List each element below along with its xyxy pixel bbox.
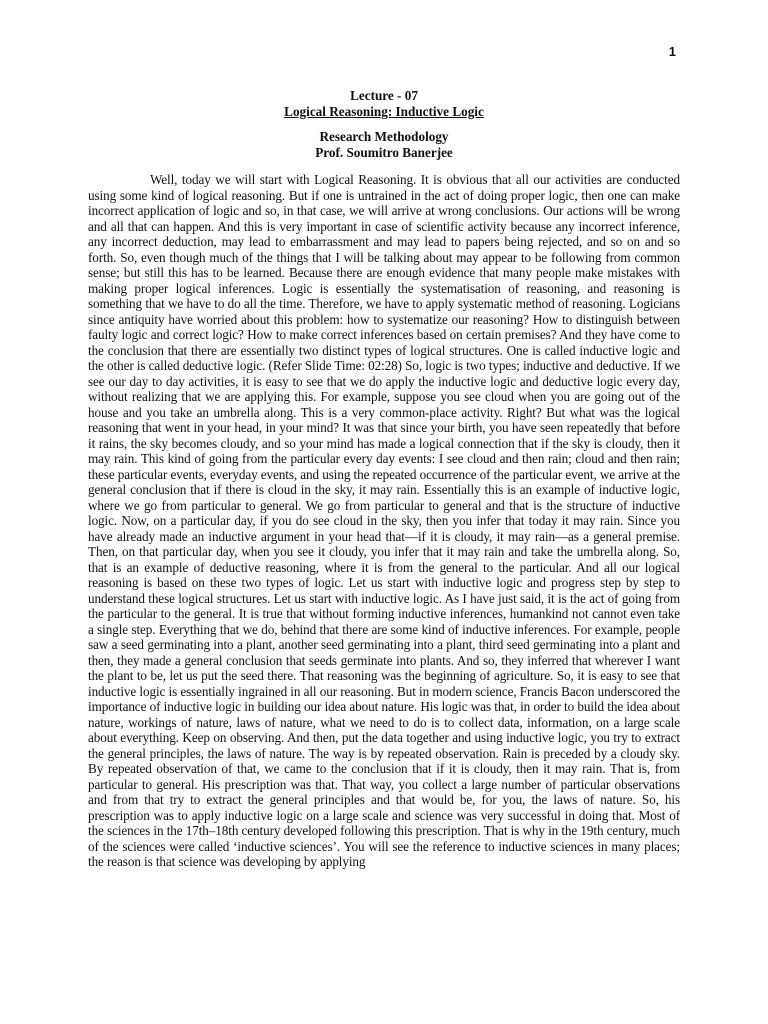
lecture-body-paragraph: Well, today we will start with Logical Reasoning. It is obvious that all our activities are conducted using some kind of logical reasoning. But if one is untrained in the act of doing proper logic, then one can make incorrect application of logic and so, in that case, we will arrive at wrong conclusions. Our actions will be wrong and all that can happen. And this is very important in case of scientific activity because any incorrect inference, any incorrect deduction, may lead to embarrassment and may lead to papers being rejected, and so on and so forth. So, even though much of the things that I will be talking about may appear to be following from common sense; but still this has to be learned. Because there are enough evidence that many people make mistakes with making proper logical inferences. Logic is essentially the systematisation of reasoning, and reasoning is something that we have to do all the time. Therefore, we have to apply systematic method of reasoning. Logicians since antiquity have worried about this problem: how to systematize our reasoning? How to distinguish between faulty logic and correct logic? How to make correct inferences based on certain premises? And they have come to the conclusion that there are essentially two distinct types of logical structures. One is called inductive logic and the other is called deductive logic. (Refer Slide Time: 02:28) So, logic is two types; inductive and deductive. If we see our day to day activities, it is easy to see that we do apply the inductive logic and deductive logic every day, without realizing that we are applying this. For example, suppose you see cloud when you are going out of the house and you take an umbrella along. This is a very common-place activity. Right? But what was the logical reasoning that went in your head, in your mind? It was that since your birth, you have seen repeatedly that before it rains, the sky becomes cloudy, and so your mind has made a logical connection that if the sky is cloudy, then it may rain. This kind of going from the particular every day events: I see cloud and then rain; cloud and then rain; these particular events, everyday events, and using the repeated occurrence of the particular event, we arrive at the general conclusion that if there is cloud in the sky, it may rain. Essentially this is an example of inductive logic, where we go from particular to general. We go from particular to general and that is the structure of inductive logic. Now, on a particular day, if you do see cloud in the sky, then you infer that today it may rain. Since you have already made an inductive argument in your head that—if it is cloudy, it may rain—as a general premise. Then, on that particular day, when you see it cloudy, you infer that it may rain and take the umbrella along. So, that is an example of deductive reasoning, where it is from the general to the particular. And all our logical reasoning is based on these two types of logic. Let us start with inductive logic and progress step by step to understand these logical structures. Let us start with inductive logic. As I have just said, it is the act of going from the particular to the general. It is true that without forming inductive inferences, humankind not cannot even take a single step. Everything that we do, behind that there are some kind of inductive inferences. For example, people saw a seed germinating into a plant, another seed germinating into a plant, third seed germinating into a plant and then, they made a general conclusion that seeds germinate into plants. And so, they inferred that wherever I want the plant to be, let us put the seed there. That reasoning was the beginning of agriculture. So, it is easy to see that inductive logic is essentially ingrained in all our reasoning. But in modern science, Francis Bacon underscored the importance of inductive logic in building our idea about nature. His logic was that, in order to build the idea about nature, workings of nature, laws of nature, what we need to do is to collect data, information, on a large scale about everything. Keep on observing. And then, put the data together and using inductive logic, you try to extract the general principles, the laws of nature. The way is by repeated observation. Rain is preceded by a cloudy sky. By repeated observation of that, we came to the conclusion that if it is cloudy, then it may rain. That is, from particular to general. His prescription was that. That way, you collect a large number of particular observations and from that try to extract the general principles and that would be, for you, the laws of nature. So, his prescription was to apply inductive logic on a large scale and science was very successful in doing that. Most of the sciences in the 17th–18th century developed following this prescription. That is why in the 19th century, much of the sciences were called ‘inductive sciences’. You will see the reference to inductive sciences in many places; the reason is that science was developing by applying [88, 172, 680, 869]
header-spacer [88, 119, 680, 129]
lecture-title: Logical Reasoning: Inductive Logic [284, 103, 484, 119]
lecture-number: Lecture - 07 [350, 88, 418, 103]
course-name: Research Methodology [319, 129, 449, 144]
page-number: 1 [668, 44, 676, 59]
professor-name: Prof. Soumitro Banerjee [315, 144, 453, 160]
lecture-header [88, 88, 680, 160]
